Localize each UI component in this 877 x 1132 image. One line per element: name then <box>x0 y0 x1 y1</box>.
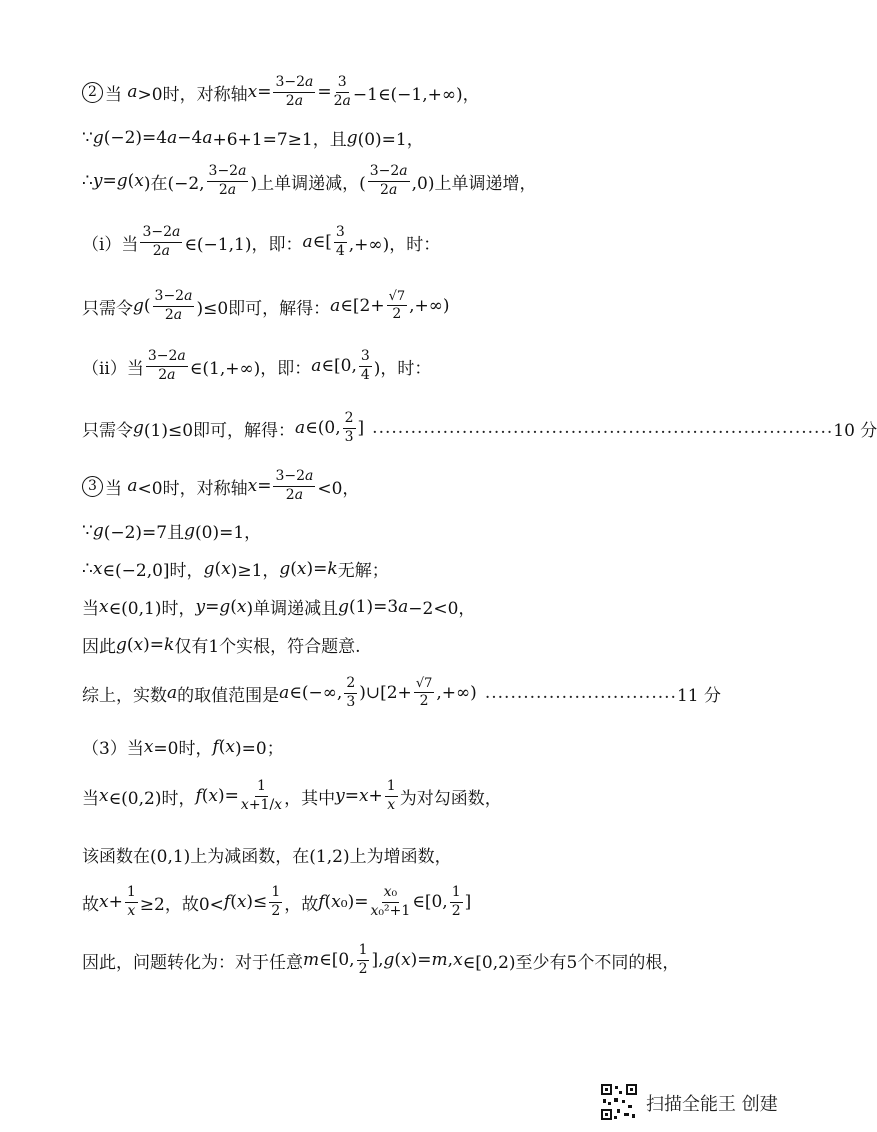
line-3: ∴ y = g ( x )在(−2, $\frac{3-2a}{2a}$ )上单调递减，( $\frac{3-2a}{2a}$ ,0)上单调递增， <box>82 163 537 198</box>
line-10: ∴ x ∈(−2,0]时， g ( x )≥1， g ( x )= k 无解； <box>82 558 389 581</box>
line-5: 只需令 g ( $\frac{3-2a}{2a}$ )≤0即可，解得： a ∈[2+ $\frac{√7}{2}$ ,+∞) <box>82 288 450 323</box>
line-7: 只需令 g (1)≤0即可，解得： a ∈(0, $\frac{2}{3}$ ] ........................................................................ 10 分 <box>82 410 877 445</box>
line-13: 综上，实数 a 的取值范围是 a ∈(−∞, $\frac{2}{3}$ )∪[2+ $\frac{√7}{2}$ ,+∞) .............................. 11 分 <box>82 675 721 710</box>
score-11: 11 分 <box>676 685 721 706</box>
line-16: 该函数在(0,1)上为减函数，在(1,2)上为增函数， <box>82 847 452 867</box>
line-18: 因此，问题转化为：对于任意 m ∈[0, $\frac{1}{2}$ ], g ( x )= m , x ∈[0,2)至少有5个不同的根， <box>82 942 680 977</box>
line-1: 2 当 a >0时，对称轴 x = $\frac{3-2a}{2a}$ = $\frac{3}{2a}$ −1∈(−1,+∞)， <box>82 74 480 110</box>
qr-code-icon <box>600 1083 638 1121</box>
line-2: ∵ g (−2)=4 a −4 a +6+1=7≥1，且 g (0)=1， <box>82 127 424 150</box>
line-9: ∵ g (−2)=7且 g (0)=1， <box>82 520 262 543</box>
line-17: 故 x + $\frac{1}{x}$ ≥2，故0< f ( x )≤ $\frac{1}{2}$ ，故 f ( x ₀)= $\frac{\text{x₀}}{\text{x₀²+1}}$ ∈[0, $\frac{1}{2}$ ] <box>82 884 472 919</box>
line-4: （i）当 $\frac{3-2a}{2a}$ ∈(−1,1)，即： a ∈[ $\frac{3}{4}$ ,+∞)，时： <box>82 224 441 259</box>
watermark-text: 扫描全能王 创建 <box>646 1094 778 1115</box>
line-8: 3 当 a <0时，对称轴 x = $\frac{3-2a}{2a}$ <0， <box>82 468 359 504</box>
line-14: （3）当 x =0时， f ( x )=0； <box>82 736 284 759</box>
line-12: 因此 g ( x )= k 仅有1个实根，符合题意. <box>82 634 361 657</box>
score-10: 10 分 <box>833 420 877 441</box>
line-11: 当 x ∈(0,1)时， y = g ( x )单调递减且 g (1)=3 a −2<0， <box>82 596 476 619</box>
line-15: 当 x ∈(0,2)时， f ( x )= $\frac{1}{x+1/x}$ ，其中 y = x + $\frac{1}{x}$ 为对勾函数， <box>82 778 502 813</box>
line-6: （ii）当 $\frac{3-2a}{2a}$ ∈(1,+∞)，即： a ∈[0, $\frac{3}{4}$ )，时： <box>82 348 432 383</box>
